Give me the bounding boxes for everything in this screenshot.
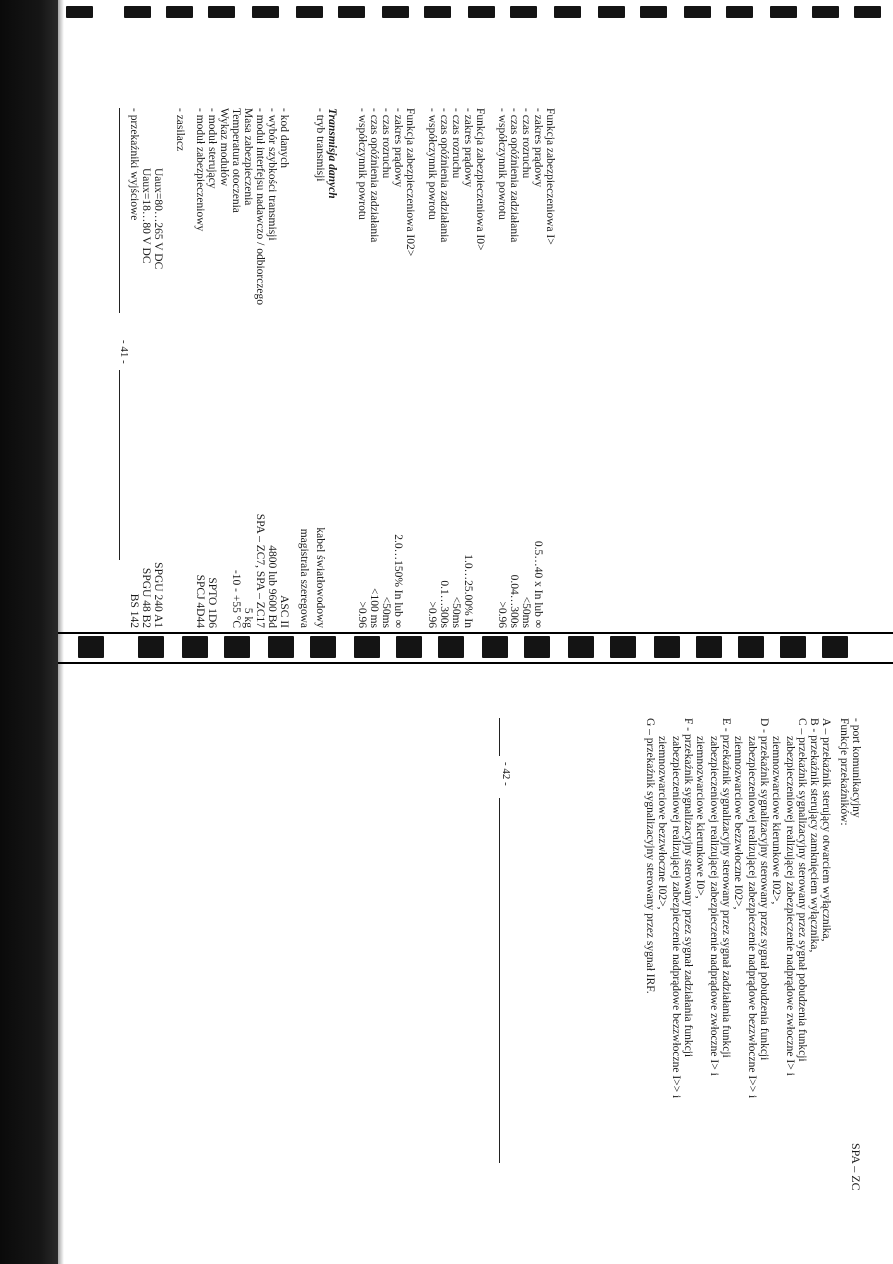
spec-label: Temperatura otoczenia	[230, 108, 242, 213]
spec-label: Funkcja zabezpieczeniowa I02>	[404, 108, 416, 257]
spec-value: >0.96	[356, 601, 368, 628]
spec-label: - czas opóźnienia zadziałania	[508, 108, 520, 243]
spec-value: <50ms	[450, 596, 462, 628]
relay-function-line: ziemnozwarciowe bezzwłoczne I02>,	[732, 736, 744, 910]
binding-hole	[338, 6, 365, 18]
binding-hole	[696, 636, 722, 658]
spec-value: magistrala szeregowa	[298, 528, 310, 628]
binding-hole	[224, 636, 250, 658]
binding-hole	[598, 6, 625, 18]
spec-label: - kod danych	[278, 108, 290, 169]
spec-value: 0.04…300s	[508, 574, 520, 628]
relay-function-line: C – przekaźnik sygnalizacyjny sterowany przez sygnał pobudzenia funkcji	[796, 718, 808, 1062]
spec-label: - zasilacz	[174, 108, 186, 152]
spec-value: >0.96	[426, 601, 438, 628]
relay-function-line: zabezpieczeniowej realizującej zabezpieczenie nadprądowe zwłoczne I> i	[708, 736, 720, 1076]
spec-value: 1.0…25.00% In	[462, 554, 474, 628]
relay-function-line: E - przekaźnik sygnalizacyjny sterowany przez sygnał zadziałania funkcji	[720, 718, 732, 1058]
binding-hole	[854, 6, 881, 18]
binding-holes-top	[58, 6, 893, 18]
spec-label: - czas opóźnienia zadziałania	[368, 108, 380, 243]
spec-label: Wykaz modułów	[218, 108, 230, 187]
binding-hole	[354, 636, 380, 658]
relay-function-line: Funkcje przekaźników:	[838, 718, 850, 826]
footer-rule	[119, 370, 120, 560]
spec-value: SPGU 240 A1	[152, 562, 164, 628]
spec-label: - współczynnik powrotu	[496, 108, 508, 220]
binding-hole	[654, 636, 680, 658]
relay-function-line: B - przekaźnik sterujący zamknięciem wyłącznika,	[808, 718, 820, 953]
relay-function-line: F - przekaźnik sygnalizacyjny sterowany przez sygnał zadziałania funkcji	[682, 718, 694, 1058]
relay-function-line: ziemnozwarciowe bezzwłoczne I02>,	[656, 736, 668, 910]
spec-label: Masa zabezpieczenia	[242, 108, 254, 206]
binding-hole	[124, 6, 151, 18]
footer-rule	[499, 718, 500, 756]
page-41	[106, 108, 556, 628]
spec-label: - tryb transmisji	[314, 108, 326, 182]
spec-label: - współczynnik powrotu	[356, 108, 368, 220]
scanner-edge	[0, 0, 58, 1264]
binding-hole	[268, 636, 294, 658]
binding-hole	[208, 6, 235, 18]
binding-hole	[822, 636, 848, 658]
binding-holes-middle	[58, 630, 893, 666]
footer-rule	[499, 798, 500, 1163]
spec-label: Uaux=80…265 V DC	[152, 168, 164, 270]
binding-hole	[510, 6, 537, 18]
spec-label: - zakres prądowy	[462, 108, 474, 188]
binding-hole	[738, 636, 764, 658]
binding-hole	[296, 6, 323, 18]
spec-value: SPGU 48 B2	[140, 567, 152, 628]
spec-label: - współczynnik powrotu	[426, 108, 438, 220]
spec-value: <100 ms	[368, 587, 380, 628]
spec-label: - zakres prądowy	[392, 108, 404, 188]
relay-function-line: ziemnozwarciowe kierunkowe I0>,	[694, 736, 706, 899]
binding-hole	[78, 636, 104, 658]
spec-value: SPTO 1D6	[206, 577, 218, 628]
spec-label: - zakres prądowy	[532, 108, 544, 188]
binding-hole	[382, 6, 409, 18]
spec-label: - moduł sterujący	[206, 108, 218, 189]
spec-label: - moduł zabezpieczeniowy	[194, 108, 206, 232]
binding-hole	[524, 636, 550, 658]
binding-hole	[468, 6, 495, 18]
binding-hole	[770, 6, 797, 18]
spec-value: -10 - +55 °C	[230, 569, 242, 628]
binding-hole	[482, 636, 508, 658]
spec-label: - czas opóźnienia zadziałania	[438, 108, 450, 243]
binding-hole	[684, 6, 711, 18]
fold-line	[58, 632, 893, 634]
binding-hole	[610, 636, 636, 658]
binding-hole	[568, 636, 594, 658]
spec-label: - czas rozruchu	[450, 108, 462, 179]
relay-function-line: G – przekaźnik sygnalizacyjny sterowany przez sygnał IRF.	[644, 718, 656, 994]
spec-value: kabel światłowodowy	[314, 527, 326, 628]
spec-value: SPCJ 4D44	[194, 574, 206, 628]
binding-hole	[166, 6, 193, 18]
binding-hole	[438, 636, 464, 658]
binding-hole	[780, 636, 806, 658]
relay-function-line: zabezpieczeniowej realizującej zabezpieczenie nadprądowe bezzwłoczne I>> i	[670, 736, 682, 1099]
binding-hole	[812, 6, 839, 18]
spec-value: BS 142	[128, 593, 140, 628]
spec-value: SPA – ZC7, SPA – ZC17	[254, 513, 266, 628]
page-number-42: - 42 -	[500, 762, 512, 786]
footer-rule	[119, 108, 120, 313]
binding-hole	[66, 6, 93, 18]
binding-hole	[138, 636, 164, 658]
binding-hole	[554, 6, 581, 18]
relay-function-line: zabezpieczeniowej realizującej zabezpieczenie nadprądowe zwłoczne I> i	[784, 736, 796, 1076]
spec-label: Funkcja zabezpieczeniowa I0>	[474, 108, 486, 251]
spec-value: >0.96	[496, 601, 508, 628]
binding-hole	[252, 6, 279, 18]
spec-label: - moduł interfejsu nadawczo / odbiorczego	[254, 108, 266, 306]
spec-label: - czas rozruchu	[380, 108, 392, 179]
binding-hole	[182, 636, 208, 658]
spec-value: 0.5…40 x In lub ∞	[532, 540, 544, 628]
binding-hole	[640, 6, 667, 18]
binding-hole	[396, 636, 422, 658]
spec-label: Transmisja danych	[326, 108, 338, 199]
binding-hole	[726, 6, 753, 18]
fold-line	[58, 662, 893, 664]
spec-value: 0.1…300s	[438, 580, 450, 628]
relay-function-line: - port komunikacyjny	[850, 718, 862, 818]
spec-label: - czas rozruchu	[520, 108, 532, 179]
relay-function-line: A – przekaźnik sterujący otwarciem wyłącznika,	[820, 718, 832, 942]
relay-function-line: D - przekaźnik sygnalizacyjny sterowany przez sygnał pobudzenia funkcji	[758, 718, 770, 1061]
spec-value: 5 kg	[242, 607, 254, 628]
spec-label: Uaux=18…80 V DC	[140, 168, 152, 264]
page-42	[482, 718, 862, 1238]
relay-function-line: zabezpieczeniowej realizującej zabezpieczenie nadprądowe bezzwłoczne I>> i	[746, 736, 758, 1099]
page-number-41: - 41 -	[118, 340, 130, 364]
relay-function-line: ziemnozwarciowe kierunkowe I02>,	[770, 736, 782, 905]
spec-value: 2.0…150% In lub ∞	[392, 534, 404, 628]
binding-hole	[310, 636, 336, 658]
spec-label: - wybór szybkości transmisji	[266, 108, 278, 241]
page-header: SPA – ZC	[849, 1143, 863, 1191]
spec-value: <50ms	[520, 596, 532, 628]
spec-value: ASC II	[278, 595, 290, 628]
spec-value: 4800 lub 9600 Bd	[266, 545, 278, 628]
spec-label: Funkcja zabezpieczeniowa I>	[544, 108, 556, 245]
spec-label: - przekaźniki wyjściowe	[128, 108, 140, 221]
spec-value: <50ms	[380, 596, 392, 628]
binding-hole	[424, 6, 451, 18]
